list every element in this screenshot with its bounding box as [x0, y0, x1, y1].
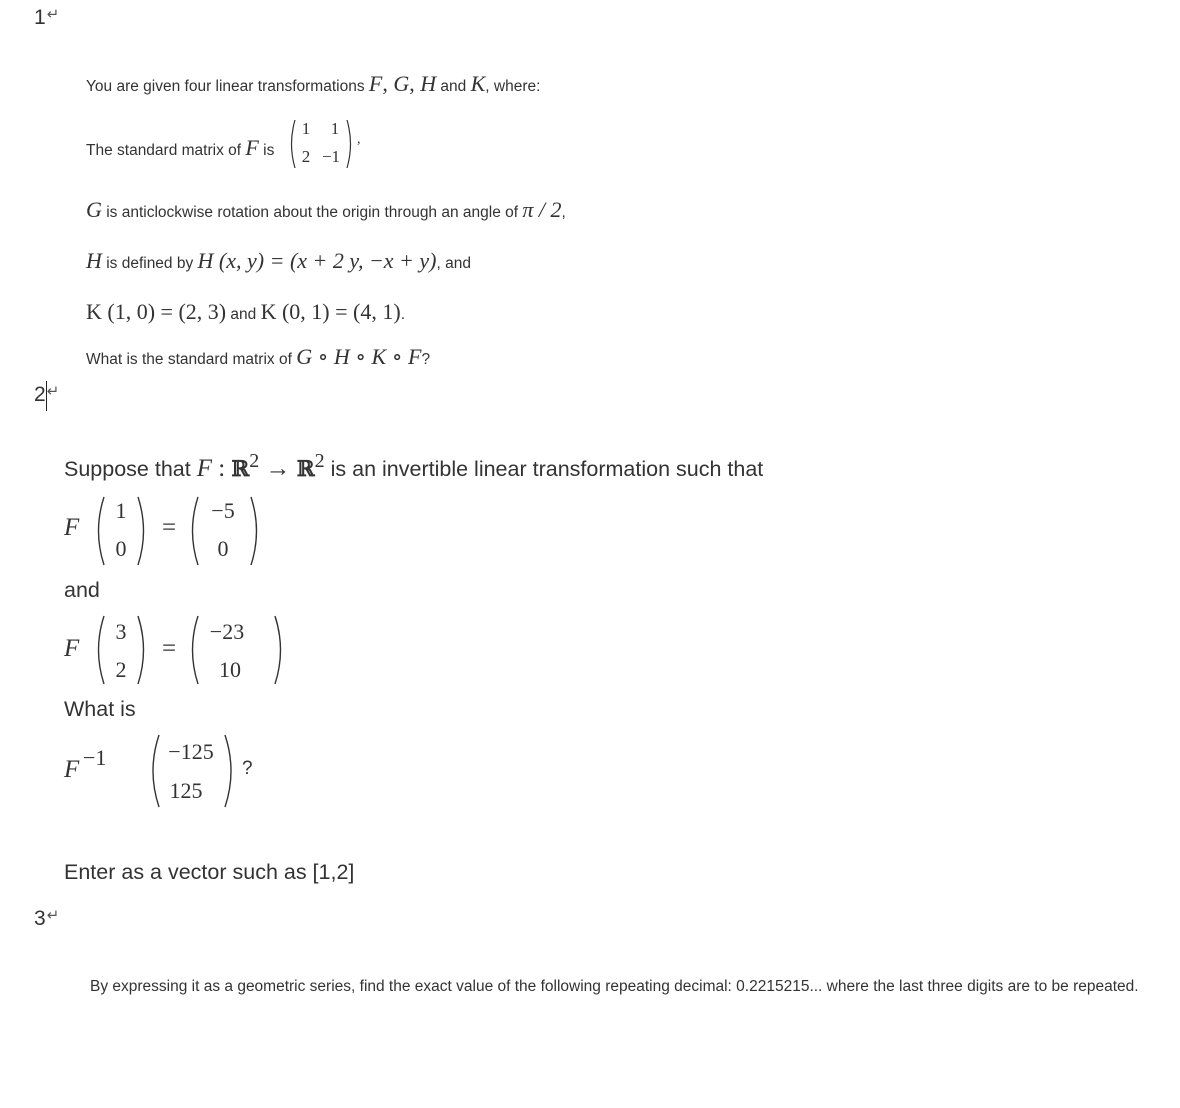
paragraph-marker-1: 1↵: [34, 6, 60, 29]
q2-intro: Suppose that F : ℝ$^2$ → ℝ$^2$ is an invertible linear transformation such that: [64, 450, 764, 482]
vector-entry: 2: [115, 657, 127, 682]
inverse-exponent: −1: [83, 745, 107, 770]
q1-question: What is the standard matrix of G ∘ H ∘ K ∘ F?: [86, 344, 431, 369]
vector-entry: −5: [211, 498, 235, 523]
question-3-text: By expressing it as a geometric series, find the exact value of the following repeating decimal: 0.2215215... where the last three digits are to be repeated.: [90, 978, 1139, 995]
right-paren-icon: [274, 615, 287, 685]
q1-matrix-line: The standard matrix of F is: [86, 135, 275, 160]
equals-sign: =: [162, 514, 177, 541]
f-symbol: F: [64, 756, 80, 783]
vector-entry: −23: [209, 619, 245, 644]
return-icon: ↵: [46, 383, 60, 400]
question-mark: ?: [242, 758, 253, 779]
return-icon: ↵: [46, 6, 60, 23]
q1-h-definition: H is defined by H (x, y) = (x + 2 y, −x + y), and: [86, 248, 471, 273]
equals-sign: =: [162, 635, 177, 662]
f-standard-matrix: [287, 119, 377, 171]
paragraph-marker-2: 2↵: [34, 383, 60, 406]
matrix-cell: −1: [321, 147, 341, 166]
q2-answer-hint: Enter as a vector such as [1,2]: [64, 860, 355, 884]
text-cursor: [46, 381, 47, 411]
q2-and: and: [64, 578, 100, 602]
matrix-cell: 1: [301, 119, 311, 138]
q2-equation-1: [64, 496, 284, 568]
vector-entry: 1: [115, 498, 127, 523]
right-paren-icon: [137, 615, 150, 685]
vector-entry: 0: [217, 536, 229, 561]
f-symbol: F: [64, 635, 80, 662]
right-paren-icon: [224, 734, 238, 808]
vector-entry: 125: [169, 778, 203, 803]
right-paren-icon: [346, 119, 355, 169]
vector-entry: −125: [168, 739, 214, 764]
f-symbol: F: [64, 514, 80, 541]
right-paren-icon: [250, 496, 263, 566]
return-icon: ↵: [46, 907, 60, 924]
q1-intro: You are given four linear transformations F, G, H and K, where:: [86, 71, 541, 96]
paragraph-marker-3: 3↵: [34, 907, 60, 930]
right-paren-icon: [137, 496, 150, 566]
q1-k-definition: K (1, 0) = (2, 3) and K (0, 1) = (4, 1).: [86, 299, 406, 324]
left-paren-icon: [92, 496, 105, 566]
matrix-comma: ,: [357, 132, 361, 147]
left-paren-icon: [92, 615, 105, 685]
left-paren-icon: [186, 615, 199, 685]
matrix-cell: 1: [330, 119, 340, 138]
q1-rotation-line: G is anticlockwise rotation about the origin through an angle of π / 2,: [86, 197, 566, 222]
left-paren-icon: [186, 496, 199, 566]
vector-entry: 0: [115, 536, 127, 561]
q2-equation-3: [64, 734, 274, 810]
vector-entry: 10: [219, 657, 241, 682]
q2-what-is: What is: [64, 697, 136, 721]
vector-entry: 3: [115, 619, 127, 644]
left-paren-icon: [287, 119, 296, 169]
matrix-cell: 2: [301, 147, 311, 166]
q2-equation-2: [64, 615, 304, 687]
